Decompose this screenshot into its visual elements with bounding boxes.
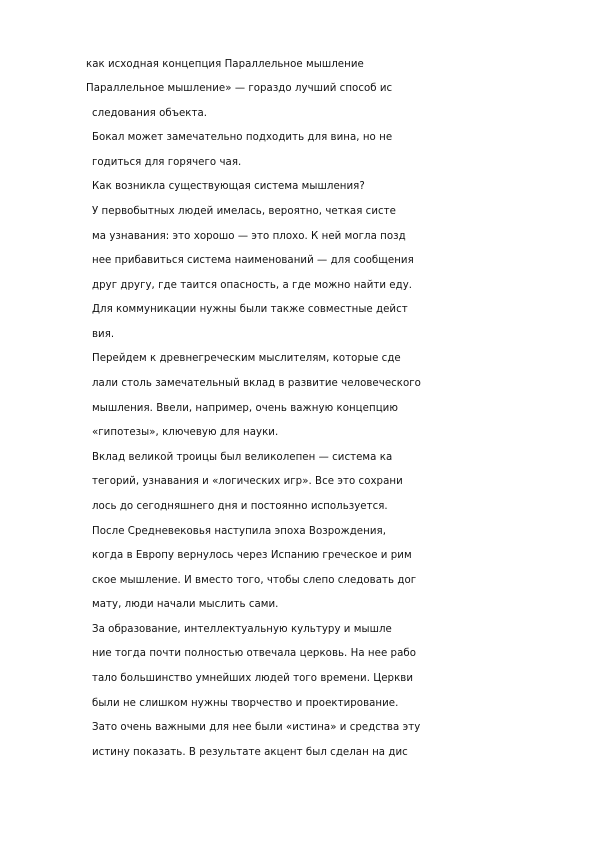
text-line: ние тогда почти полностью отвечала церковь. На нее рабо: [92, 648, 416, 659]
text-line: вия.: [92, 329, 115, 340]
text-line: лось до сегодняшнего дня и постоянно используется.: [92, 501, 388, 512]
text-line: как исходная концепция Параллельное мышление: [86, 59, 364, 70]
text-line: После Средневековья наступила эпоха Возрождения,: [92, 526, 386, 537]
text-line: друг другу, где таится опасность, а где можно найти еду.: [92, 280, 413, 291]
text-line: ма узнавания: это хорошо — это плохо. К ней могла позд: [92, 231, 406, 242]
text-line: ское мышление. И вместо того, чтобы слепо следовать дог: [92, 575, 417, 586]
text-line: «гипотезы», ключевую для науки.: [92, 427, 279, 438]
text-line: годиться для горячего чая.: [92, 157, 242, 168]
text-line: когда в Европу вернулось через Испанию греческое и рим: [92, 550, 412, 561]
text-line: У первобытных людей имелась, вероятно, четкая систе: [92, 206, 396, 217]
text-line: лали столь замечательный вклад в развитие человеческого: [92, 378, 421, 389]
text-line: Вклад великой троицы был великолепен — система ка: [92, 452, 393, 463]
text-line: Бокал может замечательно подходить для вина, но не: [92, 132, 393, 143]
text-line: Как возникла существующая система мышления?: [92, 181, 365, 192]
text-line: истину показать. В результате акцент был сделан на дис: [92, 747, 408, 758]
text-line: Для коммуникации нужны были также совместные дейст: [92, 304, 408, 315]
text-line: тало большинство умнейших людей того времени. Церкви: [92, 673, 413, 684]
text-line: нее прибавиться система наименований — для сообщения: [92, 255, 414, 266]
text-line: были не слишком нужны творчество и проектирование.: [92, 698, 399, 709]
text-line: тегорий, узнавания и «логических игр». Все это сохрани: [92, 476, 403, 487]
text-line: мату, люди начали мыслить сами.: [92, 599, 279, 610]
text-line: За образование, интеллектуальную культуру и мышле: [92, 624, 392, 635]
text-line: Зато очень важными для нее были «истина» и средства эту: [92, 722, 421, 733]
text-line: Перейдем к древнегреческим мыслителям, которые сде: [92, 353, 401, 364]
text-line: следования объекта.: [92, 108, 208, 119]
text-line: Параллельное мышление» — гораздо лучший способ ис: [86, 83, 393, 94]
text-line: мышления. Ввели, например, очень важную концепцию: [92, 403, 398, 414]
